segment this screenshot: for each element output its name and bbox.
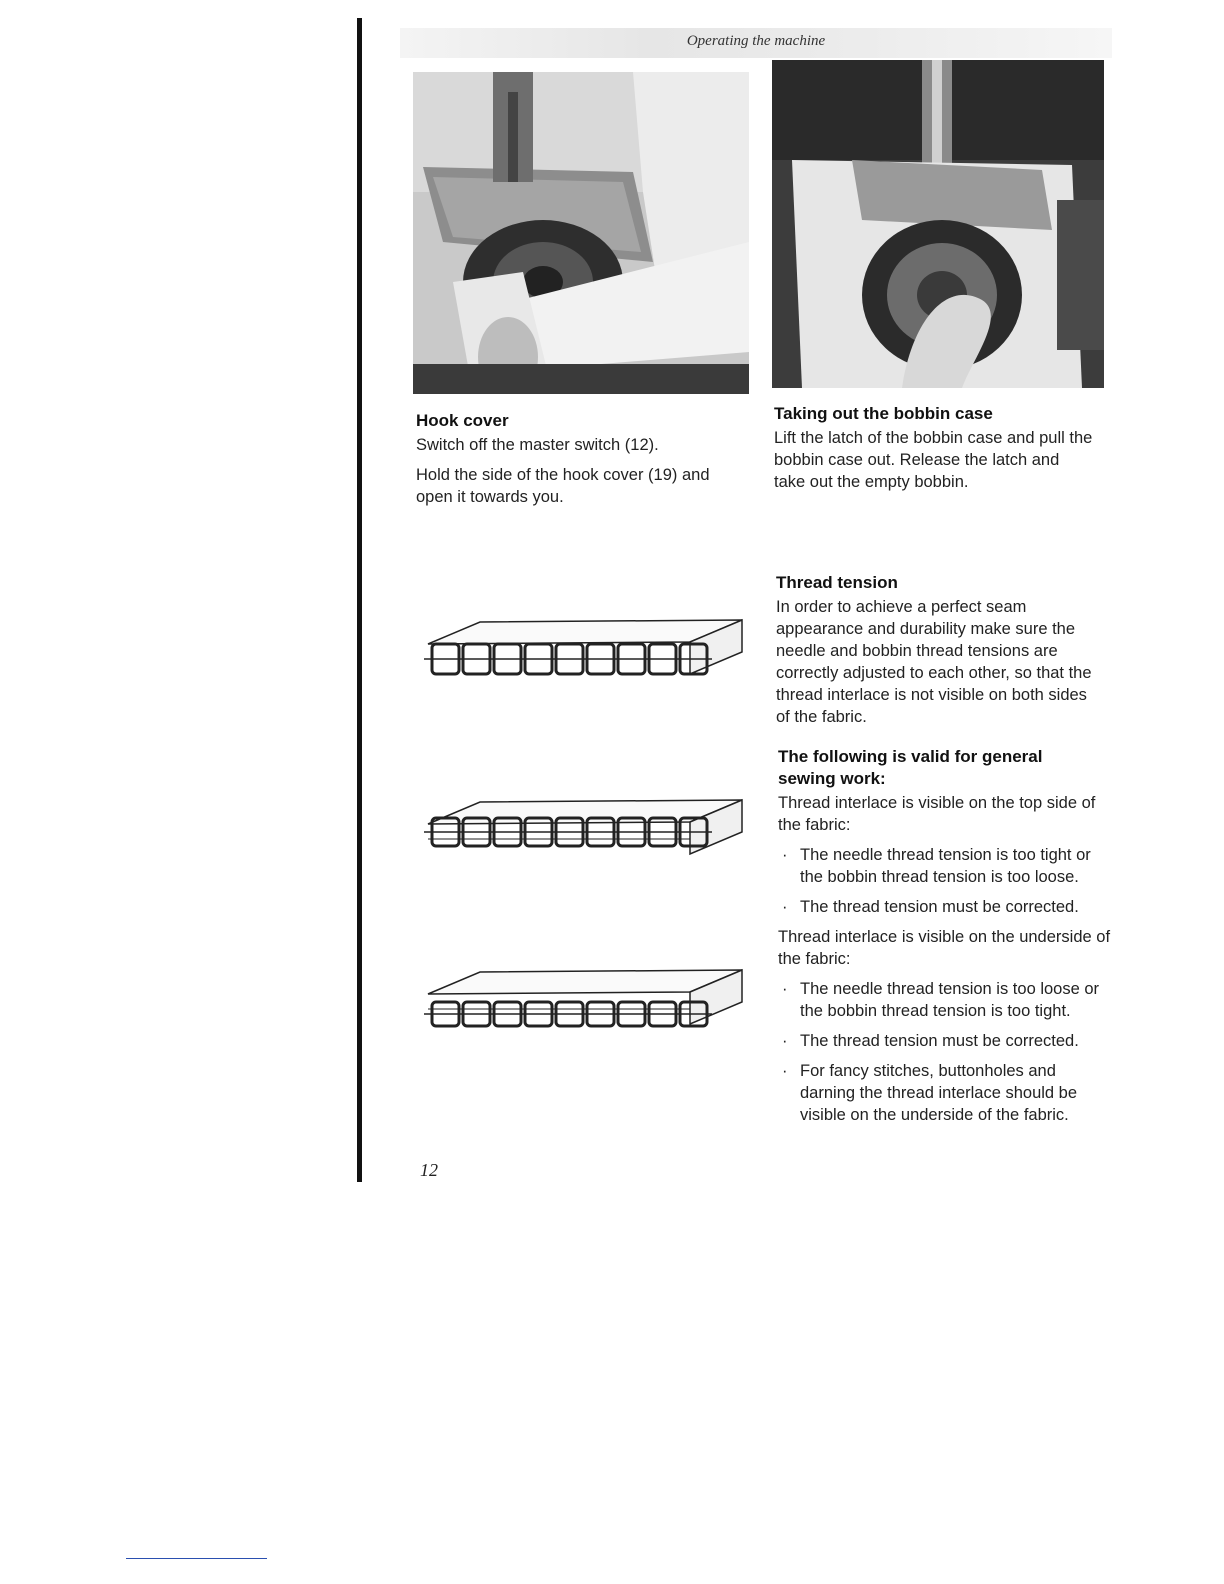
bobbin-case-heading: Taking out the bobbin case (774, 404, 993, 423)
bullet-glyph: · (782, 898, 788, 916)
list-item: · For fancy stitches, buttonholes and darning the thread interlace should be visible on the underside of the fabric. (782, 1062, 1078, 1124)
underside-list (778, 978, 1114, 1126)
running-header (400, 28, 1112, 58)
bullet-glyph: · (782, 1062, 788, 1080)
list-item: · The needle thread tension is too tight or the bobbin thread tension is too loose. (782, 846, 1091, 886)
page-number: 12 (420, 1160, 438, 1180)
top-side-intro: Thread interlace is visible on the top side of the fabric: (778, 794, 1096, 834)
bullet-glyph: · (782, 1032, 788, 1050)
thread-tension-paragraph: In order to achieve a perfect seam appearance and durability make sure the needle and bobbin thread tensions are correctly adjusted to each other, so that the thread interlace is not visible on both sides of the fabric. (776, 598, 1092, 726)
list-item: · The thread tension must be corrected. (782, 898, 1079, 916)
stitch-diagram-top-visible (420, 792, 750, 864)
thread-tension-section (776, 572, 1096, 728)
footer-rule (126, 1558, 267, 1559)
binding-bar (357, 18, 362, 1182)
stitch-diagram-balanced (420, 612, 750, 684)
running-title: Operating the machine (686, 33, 826, 49)
bobbin-case-paragraph: Lift the latch of the bobbin case and pull the bobbin case out. Release the latch and take out the empty bobbin. (774, 429, 1093, 491)
general-sewing-heading: The following is valid for general sewing work: (778, 747, 1043, 788)
hook-cover-section (416, 410, 746, 508)
bullet-glyph: · (782, 846, 788, 864)
top-side-list (778, 844, 1114, 918)
thread-tension-heading: Thread tension (776, 573, 898, 592)
stitch-diagram-underside-visible (420, 962, 750, 1034)
bullet-glyph: · (782, 980, 788, 998)
bobbin-case-photo (772, 60, 1104, 388)
underside-intro: Thread interlace is visible on the underside of the fabric: (778, 928, 1111, 968)
hook-cover-paragraph: Switch off the master switch (12). (416, 436, 659, 454)
hook-cover-heading: Hook cover (416, 411, 509, 430)
hook-cover-photo (413, 72, 749, 394)
hook-cover-paragraph: Hold the side of the hook cover (19) and open it towards you. (416, 466, 710, 506)
list-item: · The thread tension must be corrected. (782, 1032, 1079, 1050)
general-sewing-section (778, 746, 1114, 1134)
list-item: · The needle thread tension is too loose or the bobbin thread tension is too tight. (782, 980, 1100, 1020)
bobbin-case-section (774, 403, 1094, 493)
